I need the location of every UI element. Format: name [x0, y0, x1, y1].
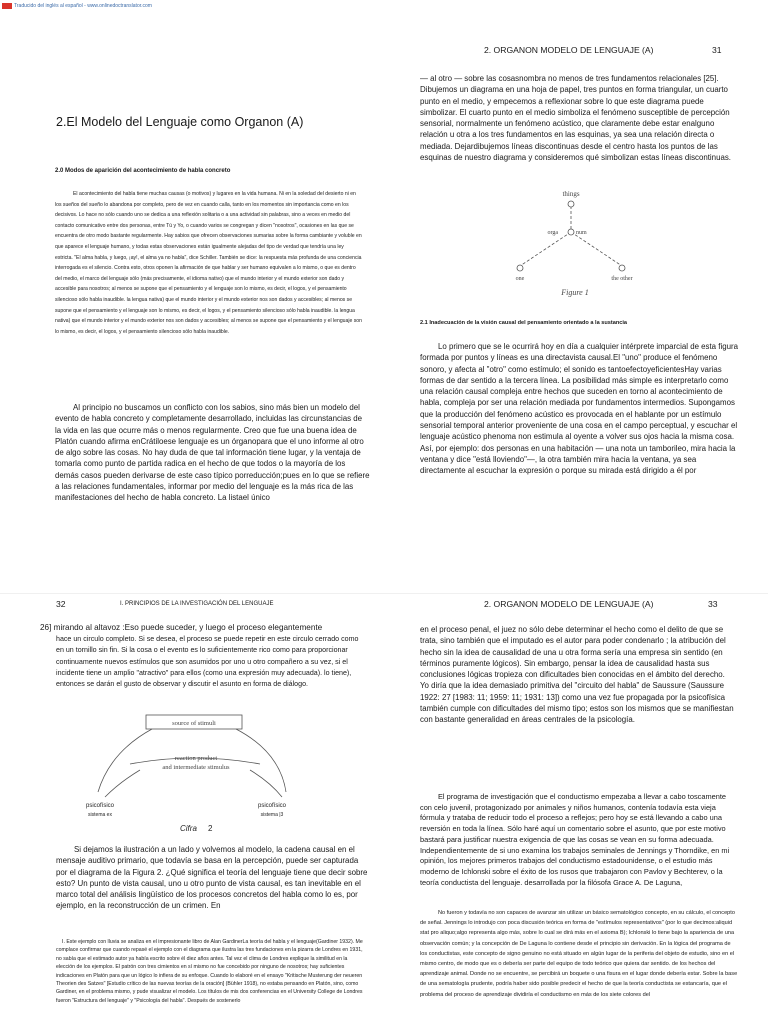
- figure-1-diagram: [510, 186, 642, 298]
- paragraph: — al otro — sobre las cosasnombra no menos de tres fundamentos relacionales [25]. Dibujemos un diagrama en una hoja de papel, tres puntos en forma triangular, un cuarto punto en el medio, y empecemos a reflexionar sobre lo que este diagrama puede simbolizar. El cuarto punto en el medio simboliza el fenómeno susceptible de percepción sensorial, normalmente un fenómeno acústico, que claramente debe estar enalguno relación u otra a los tres fundamentos en las esquinas, ya sea una relación directa o mediada. Dejardibujemos líneas discontinuas desde el centro hasta los puntos de las esquinas de nuestro diagrama y consideremos qué simbolizan estas líneas discontinuas.: [420, 74, 731, 163]
- running-head: 2. ORGANON MODELO DE LENGUAJE (A): [484, 45, 654, 55]
- figure-2-diagram: [60, 712, 360, 834]
- figure-label: reaction product: [174, 755, 218, 762]
- pdf-logo-icon: [2, 3, 12, 9]
- figure-label: orga: [547, 230, 558, 236]
- page-number: 32: [56, 599, 66, 609]
- figure-label: sistema |3: [260, 812, 284, 818]
- page-number: 33: [708, 599, 718, 609]
- paragraph: El acontecimiento del habla tiene muchas causas (o motivos) y lugares en la vida humana. Ni en la soledad del desierto ni en los sueños del sueño lo abandona por completo, pero de vez en cuando calla, tanto en los momentos sin importancia como en los decisivos. Lo hace no sólo cuando uno se dedica a una reflexión solitaria o a una actividad sin palabras, sino a veces en medio del contacto comunicativo entre dos personas, entre Tú y Yo, o cuando varios se congregan y dicen "nosotros", ocasiones en las que se encuentra de otro modo bastante regularmente. Hay sabios que ofrecen observaciones sumarias sobre la forma cambiante y voluble en que aparece el lenguaje humano, y todas estas observaciones están igualmente alejadas del tipo de verdad que tendría una ley estricta. "El alma habla, y luego, ¡ay!, el alma ya no habla", dice Schiller. También se dice: la respuesta más profunda de una conciencia interrogada es el silencio. Contra esto, otros oponen la afirmación de que hablar y ser humano equivalen a lo mismo, o que es dentro del medio, el marco del lenguaje sólo (más precisamente, el idioma nativo) que el mundo interior y el mundo exterior son dado y accesible para nosotros; al menos se supone que el pensamiento y el lenguaje son lo mismo, es decir, el logos, y el pensamiento silencioso sólo habla inaudible. la lengua nativa) que el mundo interior y el mundo exterior nos son dados y accesibles; al menos se supone que el pensamiento y el lenguaje son lo mismo, es decir, el logos, y el pensamiento silencioso sólo habla inaudible. la lengua nativa) que el mundo interior y el mundo exterior nos son dados y accesibles; al menos se supone que el pensamiento y el lenguaje son lo mismo, es decir, el logos, y el pensamiento silencioso sólo habla inaudible.: [55, 191, 362, 335]
- figure-label: sistema ex: [88, 812, 112, 818]
- figure-node-top: [568, 201, 574, 207]
- paragraph: en el proceso penal, el juez no sólo debe determinar el hecho como el delito de que se trata, sino también que el imputado es el autor para poder condenarlo ; la atribución del hecho sin la idea de causalidad de una u otra forma sería una empresa sin sentido (en términos puramente lógicos). Sin embargo, pensar la idea de causalidad hasta sus conclusiones lógicas tropieza con dificultades bien conocidas en el ámbito del derecho. Yo diría que la idea demasiado primitiva del "circuito del habla" de Saussure (Saussure 1922: 27 [1983: 11; 1959: 11; 1931: 13]) como una vez fue propagada por la psicofísica también cumple con dificultades del mismo tipo; estos son los mismos que se manifiestan con bastante generalidad en áreas centrales de la psicología.: [420, 625, 734, 725]
- figure-label: one: [515, 276, 525, 282]
- translator-banner-text[interactable]: Traducido del inglés al español - www.onlinedoctranslator.com: [14, 2, 152, 9]
- figure-label: and intermediate stimulus: [162, 764, 230, 771]
- paragraph-first-line: 26] mirando al altavoz :Eso puede suceder, y luego el proceso elegantemente: [40, 623, 323, 632]
- section-title: 2.0 Modos de aparición del acontecimiento de habla concreto: [55, 168, 231, 174]
- paragraph: Al principio no buscamos un conflicto con los sabios, sino más bien un modelo del evento de habla concreto y completamente desarrollado, incluidas las circunstancias de la vida en las que ocurre más o menos regularmente. Creo que fue una buena idea de Platón cuando afirma enCrátiloese lenguaje es un órganopara que el uno informe al otro de algo sobre las cosas. No hay duda de que tal información tiene lugar, y la ventaja de tomarla como punto de partida radica en el hecho de que todos o la mayoría de los demás casos pueden derivarse de este caso típico porreducción;pues en lo que se refiere a las relaciones fundamentales, informar por medio del lenguaje es la más rica de las manifestaciones del hecho de habla concreto. La listael único: [55, 403, 370, 503]
- figure-node-right: [619, 265, 625, 271]
- figure-node-center: [568, 229, 574, 235]
- figure-label: psicofísico: [257, 803, 287, 809]
- running-head: 2. ORGANON MODELO DE LENGUAJE (A): [484, 599, 654, 609]
- paragraph: Si dejamos la ilustración a un lado y volvemos al modelo, la cadena causal en el mensaje auditivo primario, que todavía se basa en la percepción, puede ser capturada por el diagrama de la Figura 2. ¿Qué significa el teoría del lenguaje tiene que decir sobre esto? Un punto de vista causal, uno u otro punto de vista causal, es tan inevitable en el marco total del análisis lingüístico de los procesos concretos del habla como lo es, por ejemplo, en la reconstrucción de un crimen. En: [56, 845, 368, 911]
- chapter-title: 2.El Modelo del Lenguaje como Organon (A): [56, 115, 304, 129]
- figure-label: things: [562, 190, 580, 198]
- page-number: 31: [712, 45, 722, 55]
- translator-banner: [2, 1, 152, 10]
- figure-caption: Cifra: [180, 824, 197, 833]
- footnote: I. Este ejemplo con lluvia se analiza en el impresionante libro de Alan GardinerLa teoría del habla y el lenguaje(Gardiner 1932). Me complace confirmar que cuando repasé el ejemplo con el diagrama que ilustra las tres fundaciones en la pizarra de Londres en 1931, no sabía que el estimado autor ya había escrito sobre él diez años antes. Tal vez el clima de Londres explique la similitud en la elección de los ejemplos. El patrón con tres cimientos en sí mismo no fue concebido por ninguno de nosotros; hay suficientes indicaciones en Platón para que un lógico lo infiera de su enfoque. Cuando lo elaboré en el ensayo "Kritische Musterung der neueren Theorien des Satzes" [Estudio crítico de las nuevas teorías de la oración] (Bühler 1918), no estaba pensando en Platón, sino, como Gardiner, en el problema mismo, y pude visualizar el modelo. Los títulos de mis dos conferencias en el University College de Londres fueron "Estructura del lenguaje" y "Psicología del habla". Después de sostenerlo: [56, 939, 363, 1004]
- paragraph: El programa de investigación que el conductismo empezaba a llevar a cabo toscamente con celo juvenil, protagonizado por animales y niños humanos, contenía todavía esta vieja fórmula y trataba de reducir todo el proceso a reflejos; pero hoy se está llevando a cabo una reversión en toda la línea. Sólo haré aquí un comentario sobre el asunto, que por este motivo bastará para justificar nuestra exigencia de que las cosas se vean en su forma adecuada. Independientemente de si uno examina los trabajos seminales de Jennings y Thorndike, en mi opinión, los mejores primeros trabajos del conductismo estadounidense, o el estudio más moderno de Ichlonski sobre el éxito de los rusos que trabajaron con Pavlov y Bechterev, o la teoría conductista del lenguaje. desarrollada por la filósofa Grace A. De Laguna,: [420, 792, 730, 887]
- paragraph: Lo primero que se le ocurrirá hoy en día a cualquier intérprete imparcial de esta figura formada por puntos y líneas es una directavista causal.El "uno" produce el fenómeno sonoro, y afecta al "otro" como estímulo; el sonido es tantoefectoyeficientesHay varias formas de dar sentido a la tercera línea. La posibilidad más simple es interpretarlo como una relación causal compleja entre hechos que suceden en torno al acontecimiento de habla, compleja por ser una relación mediada por fundamentos intermedios. Supongamos que la producción del fenómeno acústico es provocada en el hablante por un estímulo sensorial temporal anterior proveniente de una cosa en el campo perceptual, y escuchar el lenguaje acústico phenoma non estimula al oyente a volver sus ojos hacia la misma cosa. Así, por ejemplo: dos personas en una habitación — una nota un tamborileo, mira hacia la ventana y dice "está lloviendo"—, la otra también mira hacia la ventana, ya sea directamente al escuchar la expresión o porque su mirada está dirigido a él por: [420, 342, 739, 476]
- figure-label: num: [576, 230, 587, 236]
- section-title: 2.1 Inadecuación de la visión causal del pensamiento orientado a la sustancia: [420, 320, 628, 326]
- figure-caption-number: 2: [208, 824, 213, 833]
- paragraph: No fueron y todavía no son capaces de avanzar sin utilizar un básico sematológico concepto, en su cálculo, el concepto de señal. Jennings lo introdujo con poca discusión teórica en forma de "estímulos representativos" (por lo que decimos:aliquid stat pro aliquo;algo representa algo más, sobre lo cual se dirá más en el axioma B); Ichlonski lo tiene bajo la apariencia de una observación común; y la concepción de De Laguna lo contiene desde el principio sin derivación. En la lógica del programa de los conductistas, este concepto de signo genuino no está situado en algún lugar de la periferia del objeto de estudio, sino en el mismo centro, de modo que es o debería ser parte del equipo de todo teórico que quiera dar sentido. de los hechos del aprendizaje animal. Donde no se encuentre, se percibirá un boquete o una fisura en el lugar donde debería estar. Sobre la base de una sematología prudente, podría haber sido posible predecir el hecho de que la teoría conductista se estancaría, que el problema del proceso de aprendizaje dividiría el conductismo en más de los siete colores del: [420, 910, 738, 998]
- figure-label: psicofísico: [85, 803, 115, 809]
- page-divider: [0, 593, 768, 594]
- figure-label: the other: [611, 276, 633, 282]
- figure-label: source of stimuli: [172, 720, 216, 727]
- paragraph: hace un circulo completo. Si se desea, el proceso se puede repetir en este circulo cerrado como en un tornillo sin fin. Si la cosa o el evento es lo suficientemente rico como para proporcionar continuamente nuevos estímulos que son asumidos por uno u otro compañero a su vez, si el incidente tiene un amplio "atractivo" para ellos (como una expresión muy adecuada). lo tiene), entonces se darán el gusto de observar y discutir el asunto en forma de diálogo.: [56, 635, 359, 689]
- figure-caption: Figure 1: [561, 288, 589, 297]
- figure-node-left: [517, 265, 523, 271]
- running-head: I. PRINCIPIOS DE LA INVESTIGACIÓN DEL LENGUAJE: [120, 601, 274, 607]
